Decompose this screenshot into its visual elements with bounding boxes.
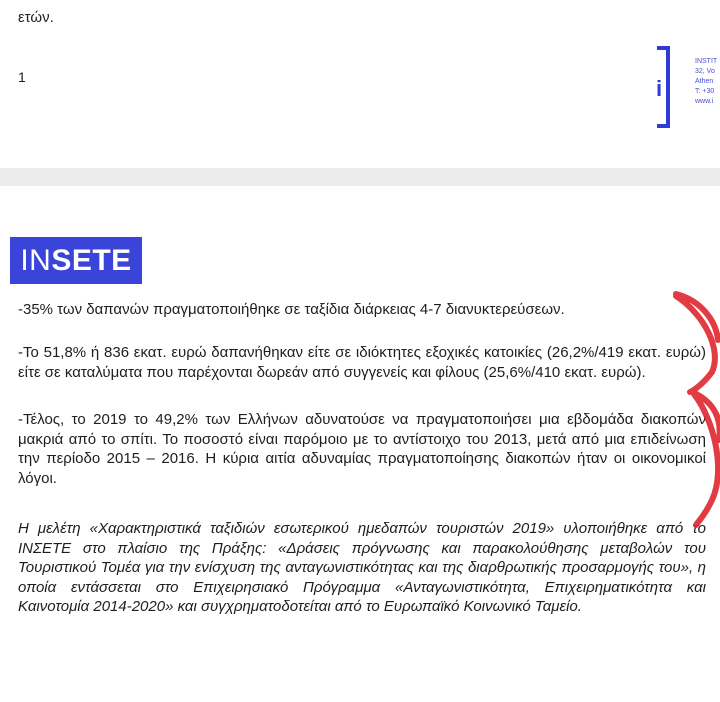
paragraph-accommodation: -Το 51,8% ή 836 εκατ. ευρώ δαπανήθηκαν είτε σε ιδιόκτητες εξοχικές κατοικίες (26,2%/419 εκατ. ευρώ) είτε σε καταλύματα που παρέχονται δωρεάν από συγγενείς και φίλους (25,6%/410 εκατ. ευρώ). xyxy=(18,344,706,381)
logo-text-in: IN xyxy=(20,244,52,277)
page-number: 1 xyxy=(18,69,26,85)
paragraph-inability: -Τέλος, το 2019 το 49,2% των Ελλήνων αδυνατούσε να πραγματοποιήσει μια εβδομάδα διακοπών μακριά από το σπίτι. Το ποσοστό είναι παρόμοιο με το αντίστοιχο του 2013, μετά από μια επιδείνωση την περίοδο 2015 – 2016. Η κύρια αιτία αδυναμίας πραγματοποίησης διακοπών ήταν οι οικονομικοί λόγοι. xyxy=(18,411,706,487)
address-line: www.i xyxy=(695,98,714,105)
address-line: 32, Vo xyxy=(695,68,715,75)
insete-i-mark: i xyxy=(656,76,663,101)
address-line: INSTIT xyxy=(695,58,718,65)
insete-logo xyxy=(10,237,142,284)
footer-address xyxy=(695,57,717,107)
paragraph-study-note: Η μελέτη «Χαρακτηριστικά ταξιδιών εσωτερικού ημεδαπών τουριστών 2019» υλοποιήθηκε από το ΙΝΣΕΤΕ στο πλαίσιο της Πράξης: «Δράσεις πρόγνωσης και παρακολούθησης μεταβολών του Τουριστικού Τομέα για την ενίσχυση της ανταγωνιστικότητας και της διαρθρωτικής προσαρμογής του», η οποία εντάσσεται στο Επιχειρησιακό Πρόγραμμα «Ανταγωνιστικότητα, Επιχειρηματικότητα και Καινοτομία 2014-2020» και συγχρηματοδοτείται από το Ευρωπαϊκό Κοινωνικό Ταμείο. xyxy=(18,520,706,615)
paragraph-duration: -35% των δαπανών πραγματοποιήθηκε σε ταξίδια διάρκειας 4-7 διανυκτερεύσεων. xyxy=(18,301,565,318)
logo-text-sete: SETE xyxy=(51,244,132,277)
page-gap xyxy=(0,168,720,186)
previous-page xyxy=(0,0,720,168)
page-text-fragment: ετών. xyxy=(18,9,54,26)
address-line: T: +30 xyxy=(695,88,715,95)
address-line: Athen xyxy=(695,78,714,85)
